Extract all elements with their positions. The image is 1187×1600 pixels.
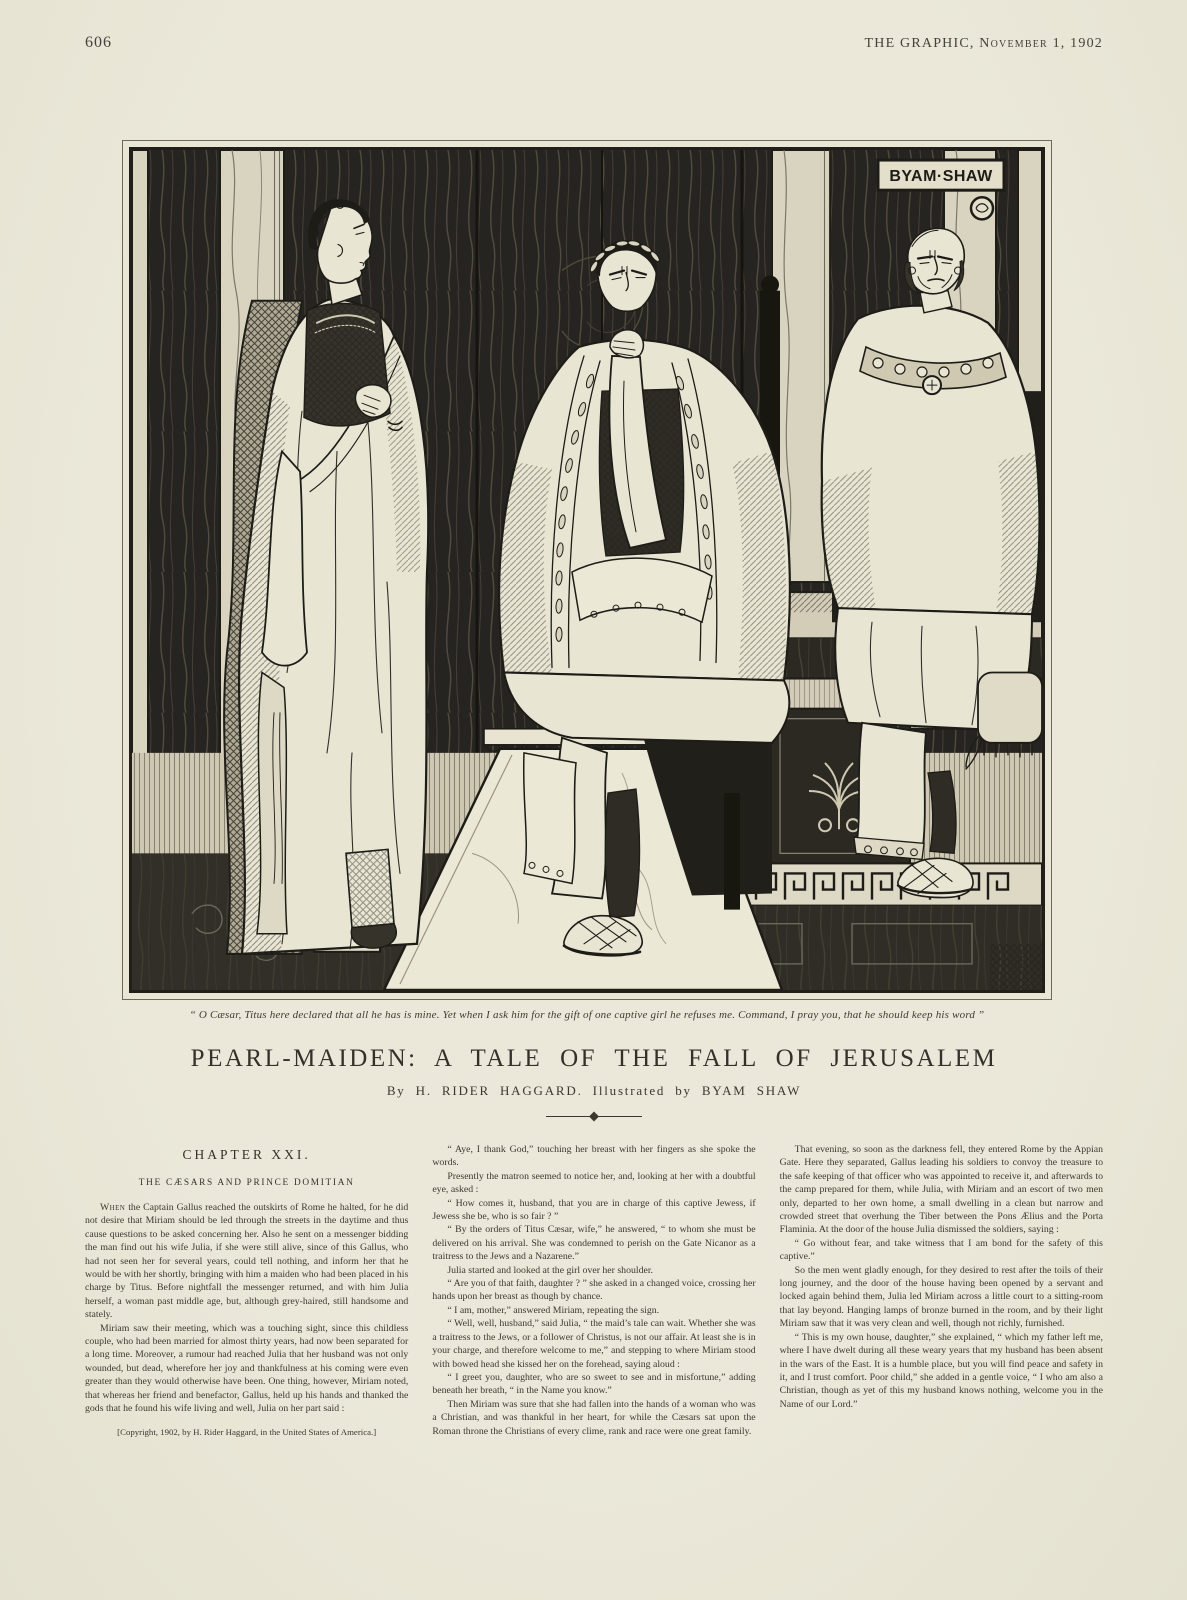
paragraph: “ This is my own house, daughter,” she explained, “ which my father left me, where I have dwelt during all these weary years that my husband has been absent in the wars of the East. It is a humble place, but you will find peace and safety in it, and I trust comfort. Poor child,” she added in a gentle voice, “ I who am also a Christian, though as yet of this my husband knows nothing, welcome you in the Name of our Lord.” <box>779 1331 1103 1410</box>
paragraph: “ Well, well, husband,” said Julia, “ the maid’s tale can wait. Whether she was a traitress to the Jews, or a follower of Christus, is not our affair. At least she is in your charge, and therefore welcome to me,” and stepping to where Miriam stood with bowed head she kissed her on the forehead, saying aloud : <box>432 1318 756 1370</box>
running-head <box>85 34 1103 52</box>
article-title: PEARL-MAIDEN: A TALE OF THE FALL OF JERUSALEM <box>190 1045 998 1072</box>
paragraph: So the men went gladly enough, for they desired to rest after the toils of their long journey, and the door of the house having been opened by a servant and locked again behind them, Julia led Miriam across a little court to a sitting-room that lay beyond. Hanging lamps of bronze burned in the room, and by their light Miriam saw that it was very clean and well, though not richly, furnished. <box>779 1264 1103 1330</box>
paragraph: Julia started and looked at the girl over her shoulder. <box>447 1264 654 1276</box>
chair-knob <box>761 276 779 294</box>
paragraph: Miriam saw their meeting, which was a touching sight, since this childless couple, who had been married for almost thirty years, had now been separated for a long time. Moreover, a rumour had reached Julia that her husband was not only wounded, but dead, wherefore her joy and thankfulness at his coming were even greater than they would otherwise have been. One thing, however, Miriam noted, that whereas her friend and benefactor, Gallus, held up his hands and thanked the gods that he found his wife living and well, Julia on her part said : <box>85 1322 409 1415</box>
paragraph: “ Aye, I thank God,” touching her breast with her fingers as she spoke the words. <box>432 1144 756 1169</box>
paragraph: “ By the orders of Titus Cæsar, wife,” he answered, “ to whom she must be delivered on his arrival. She was condemned to perish on the Gate Nicanor as a traitress to the Jews and a Nazarene.” <box>432 1224 756 1263</box>
paragraph: Presently the matron seemed to notice her, and, looking at her with a doubtful eye, asked : <box>432 1170 756 1196</box>
column-3 <box>780 1143 1103 1439</box>
byline: By H. RIDER HAGGARD. Illustrated by BYAM SHAW <box>386 1083 802 1098</box>
paragraph: “ Are you of that faith, daughter ? ” she asked in a changed voice, crossing her hands upon her breast as though by chance. <box>432 1278 756 1303</box>
paragraph: “ I greet you, daughter, who are so sweet to see and in misfortune,” adding beneath her breath, “ in the Name you know.” <box>432 1371 756 1397</box>
article-columns <box>85 1143 1103 1439</box>
fist-at-chin <box>610 330 643 358</box>
paragraph: That evening, so soon as the darkness fell, they entered Rome by the Appian Gate. Here they separated, Gallus leading his soldiers to convoy the treasure to the safe keeping of that officer who was appointed to receive it, and afterwards to the camp prepared for them, while Julia, with Miriam and an escort of two men only, departed to her own home, a small dwelling in a clean but narrow and crowded street that overhung the Tiber between the Pons Ælius and the Porta Flaminia. At the door of the house Julia dismissed the soldiers, saying : <box>779 1144 1103 1236</box>
artist-signature: BYAM·SHAW <box>889 167 993 186</box>
page-number: 606 <box>85 34 112 51</box>
paragraph <box>85 1201 408 1322</box>
patterned-boot <box>346 849 396 948</box>
copyright-footnote: [Copyright, 1902, by H. Rider Haggard, in the United States of America.] <box>117 1426 377 1437</box>
plate-outer-frame <box>122 140 1052 1000</box>
paragraph: “ I am, mother,” answered Miriam, repeating the sign. <box>447 1304 660 1316</box>
column-1 <box>85 1143 408 1439</box>
lead-word: When <box>100 1202 126 1213</box>
chapter-heading: CHAPTER XXI. <box>182 1147 311 1162</box>
paragraph-text: the Captain Gallus reached the outskirts of Rome he halted, for he did not desire that Miriam should be led through the streets in the daytime and thus cause questions to be asked concerning her. Also he sent on a messenger bidding the man find out his wife Julia, if she were still alive, since of this Gallus, who had not seen her for several years, could tell nothing, and inform her that he would be with her shortly, bringing with him a maiden who had been placed in his charge by Titus. Before nightfall the messenger returned, and with him Julia herself, a woman past middle age, but, although grey-haired, still handsome and stately. <box>85 1202 409 1321</box>
paragraph: “ Go without fear, and take witness that I am bond for the safety of this captive.” <box>779 1237 1103 1263</box>
divider-diamond-icon <box>589 1112 599 1122</box>
paragraph: “ How comes it, husband, that you are in charge of this captive Jewess, if Jewess she be, who is so fair ? ” <box>432 1197 756 1223</box>
illustration-caption: “ O Cæsar, Titus here declared that all he has is mine. Yet when I ask him for the gift of one captive girl he refuses me. Command, I pray you, that he should keep his word ” <box>189 1009 985 1021</box>
chapter-subheading: THE CÆSARS AND PRINCE DOMITIAN <box>138 1178 355 1188</box>
illustration-plate <box>122 140 1052 1021</box>
column-2 <box>432 1143 755 1439</box>
masthead: THE GRAPHIC, November 1, 1902 <box>864 36 1103 51</box>
illustration-drawing <box>132 150 1042 990</box>
paragraph: Then Miriam was sure that she had fallen into the hands of a woman who was a Christian, and was thankful in her heart, for while the Cæsars sat upon the Roman throne the Christians of every clime, rank and race were one great family. <box>432 1398 756 1437</box>
plate-inner-frame <box>129 147 1045 993</box>
section-divider <box>546 1116 642 1117</box>
